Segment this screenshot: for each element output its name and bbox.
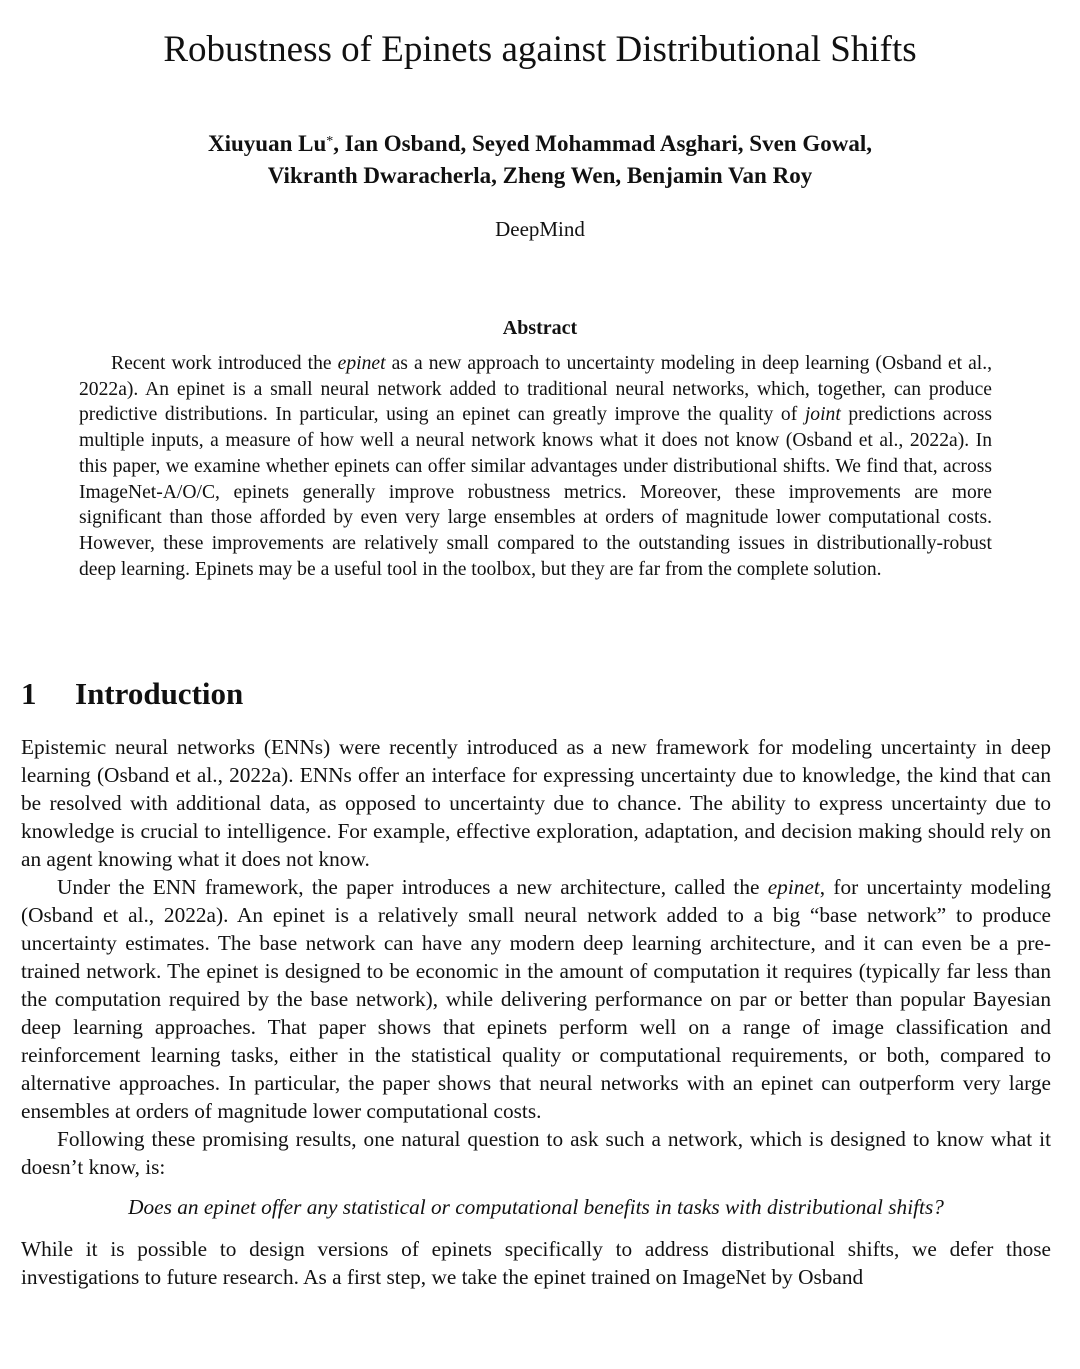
introduction-body (21, 733, 1051, 1291)
intro-paragraph-2 (21, 873, 1051, 1125)
abstract-emphasis-epinet: epinet (337, 353, 386, 374)
intro-paragraph-1: Epistemic neural networks (ENNs) were recently introduced as a new framework for modeling uncertainty in deep learning (Osband et al., 2022a). ENNs offer an interface for expressing uncertainty due to knowledge, the kind that can be resolved with additional data, as opposed to uncertainty due to chance. The ability to express uncertainty due to knowledge is crucial to intelligence. For example, effective exploration, adaptation, and decision making should rely on an agent knowing what it does not know. (21, 735, 1051, 871)
first-author: Xiuyuan Lu (208, 131, 327, 156)
research-question: Does an epinet offer any statistical or computational benefits in tasks with distributional shifts? (128, 1195, 944, 1219)
abstract-text-segment: Recent work introduced the (111, 353, 338, 374)
author-line-2: Vikranth Dwaracherla, Zheng Wen, Benjamin Van Roy (267, 163, 813, 188)
co-authors: , Ian Osband, Seyed Mohammad Asghari, Sven Gowal, (333, 131, 872, 156)
section-heading (21, 672, 243, 716)
abstract-text-segment: as a new approach to uncertainty modeling in deep learning (Osband et al., 2022a). An epinet is a small neural network added to traditional neural networks, which, together, can produce predictive distributions. In particular, using an epinet can greatly improve the quality of (79, 353, 993, 426)
paragraph-text-segment: Under the ENN framework, the paper introduces a new architecture, called the (57, 875, 768, 899)
abstract-heading: Abstract (502, 317, 578, 339)
paper-title: Robustness of Epinets against Distributional Shifts (163, 29, 917, 70)
affiliation: DeepMind (495, 217, 585, 241)
paragraph-text-segment: , for uncertainty modeling (Osband et al., 2022a). An epinet is a relatively small neural network added to a big “base network” to produce uncertainty estimates. The base network can have any modern deep learning architecture, and it can even be a pre-trained network. The epinet is designed to be economic in the amount of computation it requires (typically far less than the computation required by the base network), while delivering performance on par or better than popular Bayesian deep learning approaches. That paper shows that epinets perform well on a range of image classification and reinforcement learning tasks, either in the statistical quality or computational requirements, or both, compared to alternative approaches. In particular, the paper shows that neural networks with an epinet can outperform very large ensembles at orders of magnitude lower computational costs. (21, 875, 1051, 1123)
section-number: 1 (21, 676, 37, 711)
abstract-text-segment: predictions across multiple inputs, a measure of how well a neural network knows what it does not know (Osband et al., 2022a). In this paper, we examine whether epinets can offer similar advantages under distributional shifts. We find that, across ImageNet-A/O/C, epinets generally improve robustness metrics. Moreover, these improvements are more significant than those afforded by even very large ensembles at orders of magnitude lower computational costs. However, these improvements are relatively small compared to the outstanding issues in distributionally-robust deep learning. Epinets may be a useful tool in the toolbox, but they are far from the complete solution. (79, 404, 992, 580)
author-line-1 (0, 128, 1080, 160)
intro-paragraph-4: While it is possible to design versions of epinets specifically to address distributional shifts, we defer those investigations to future research. As a first step, we take the epinet trained on ImageNet by Osband (21, 1237, 1051, 1289)
abstract-text (79, 351, 992, 582)
abstract-emphasis-joint: joint (804, 404, 841, 426)
section-title: Introduction (75, 676, 244, 711)
paragraph-emphasis-epinet: epinet (767, 875, 820, 899)
intro-paragraph-3: Following these promising results, one natural question to ask such a network, which is designed to know what it doesn’t know, is: (21, 1127, 1051, 1179)
corresponding-author-mark: * (326, 134, 334, 149)
author-list (0, 128, 1080, 192)
